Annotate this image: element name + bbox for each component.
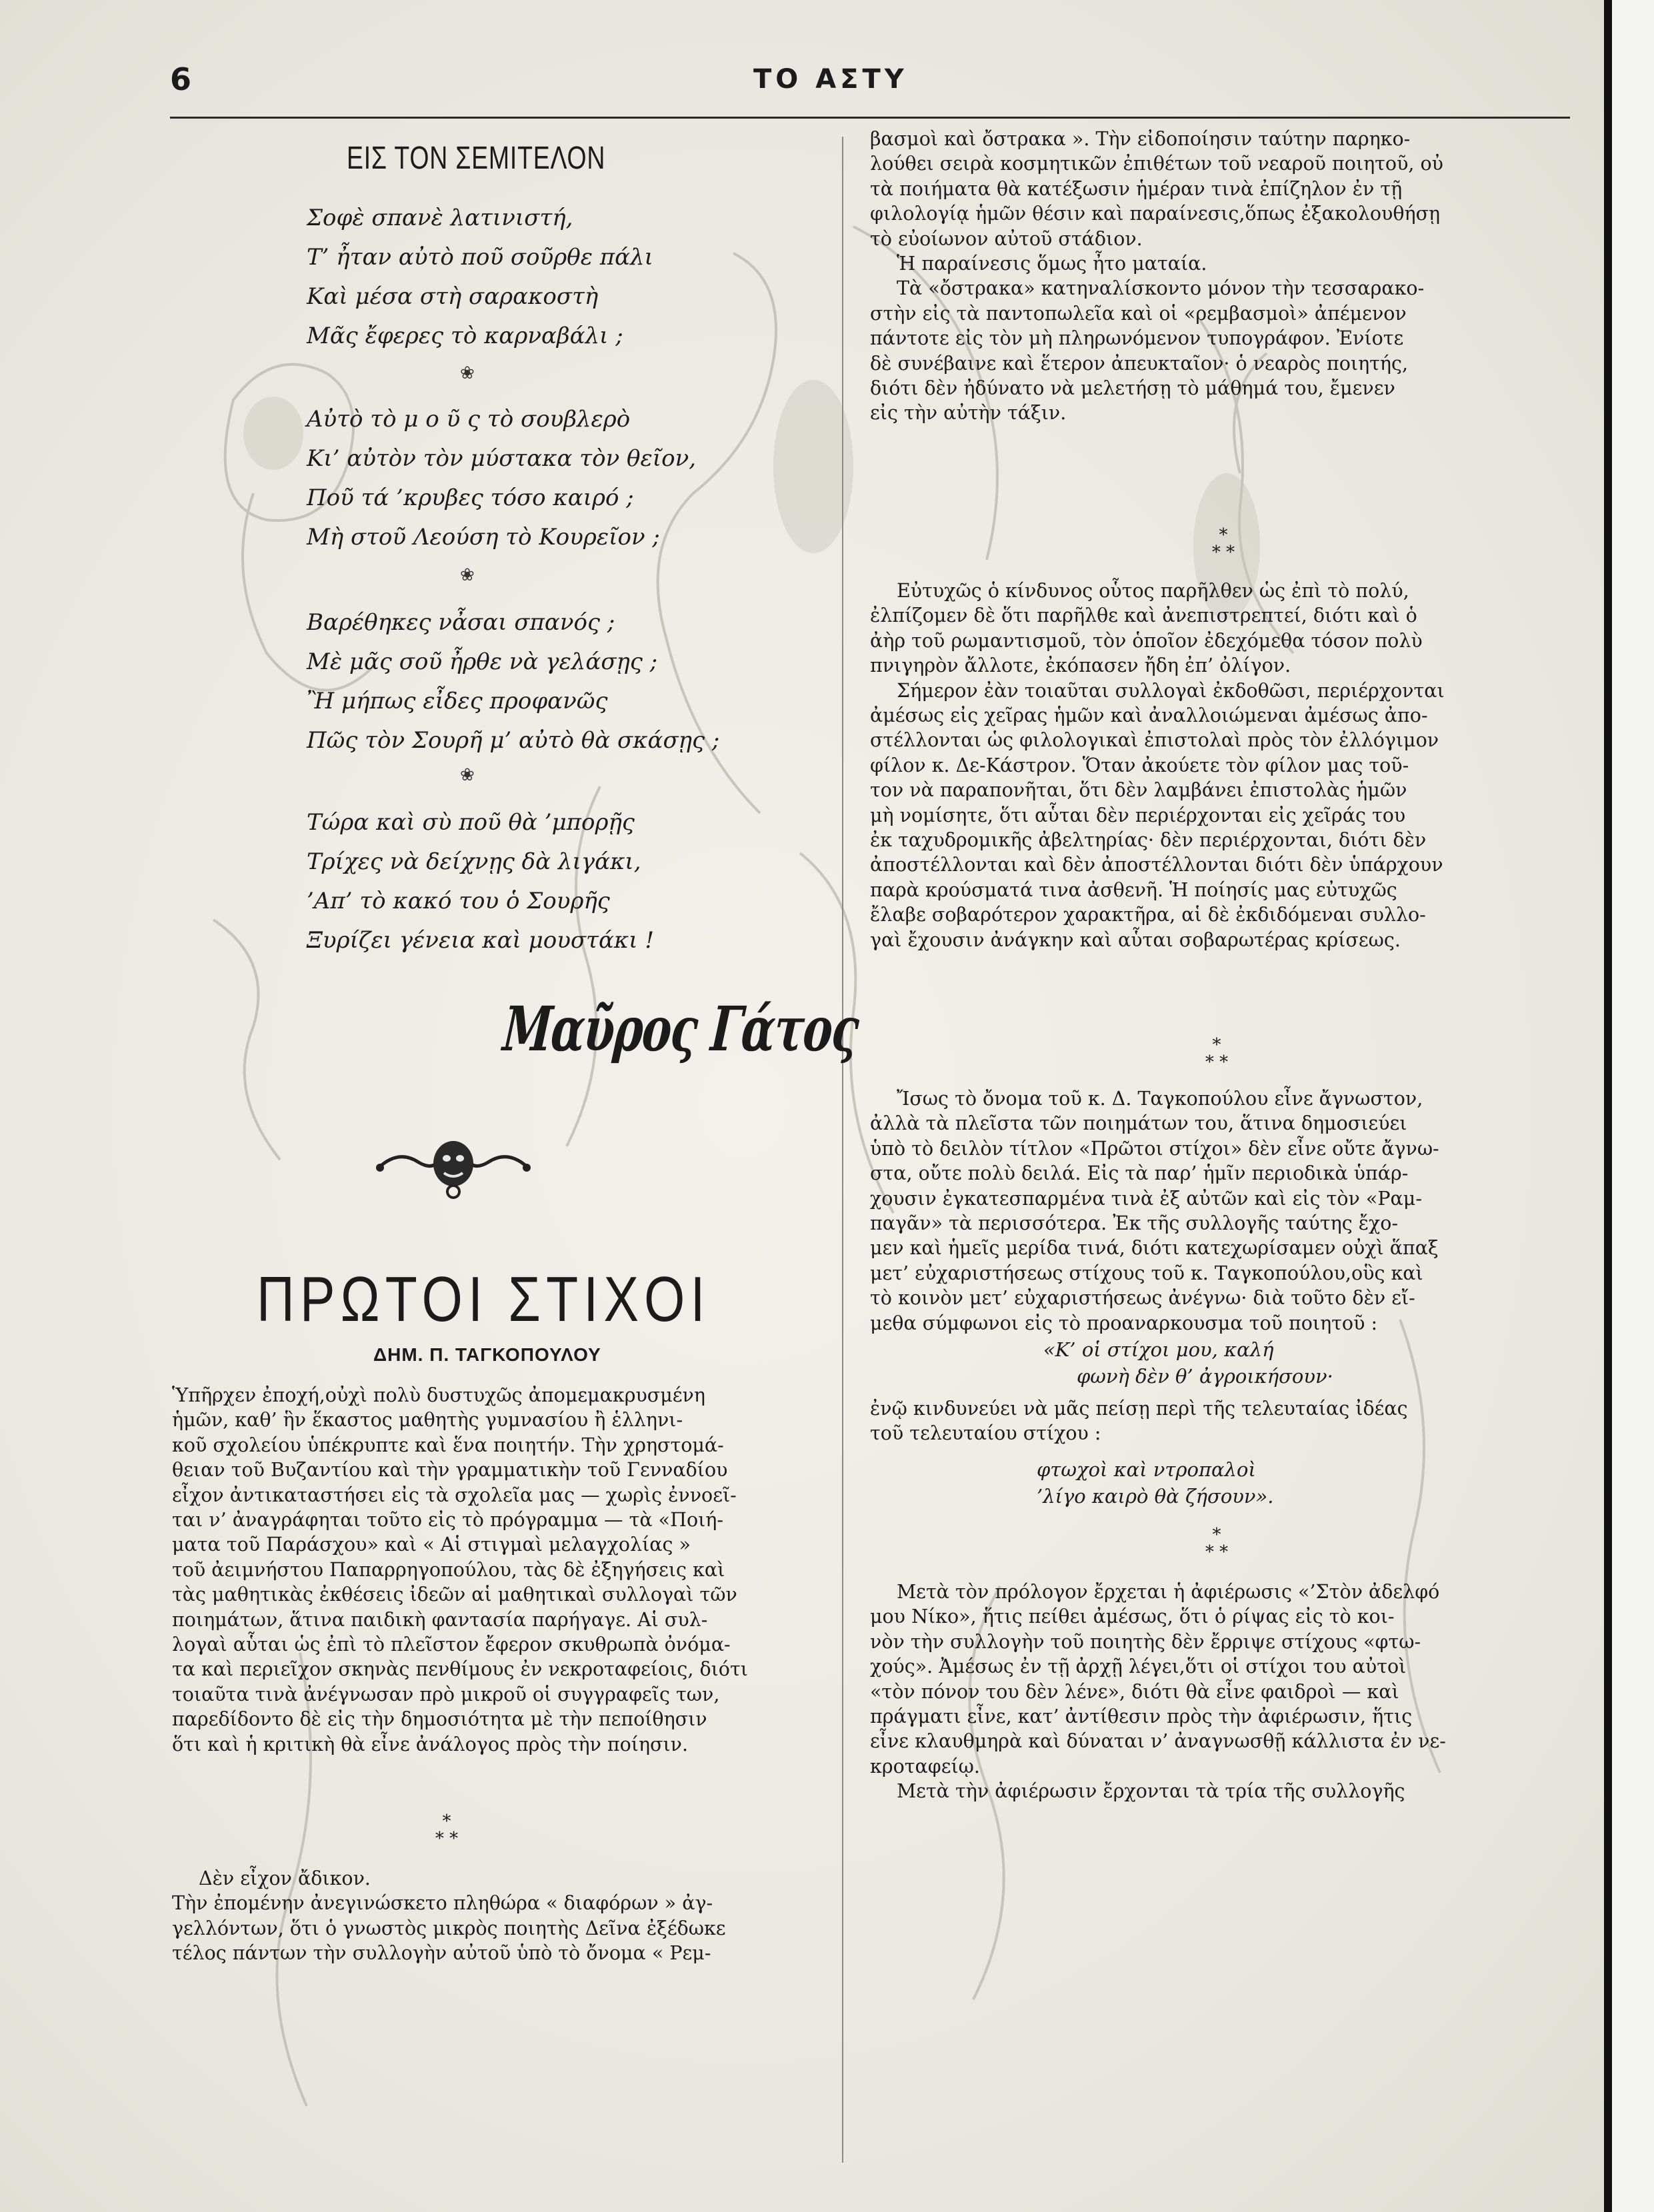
- text-line: ἐκ ταχυδρομικῆς ἀβελτηρίας· δὲν περιέρχονται, διότι δὲν: [870, 829, 1427, 852]
- text-line: Τὴν ἐπομένην ἀνεγινώσκετο πληθώρα « διαφόρων » ἀγ-: [172, 1892, 713, 1915]
- verse-quote-2: [1037, 1456, 1274, 1510]
- text-line: «τὸν πόνον του δὲν λένε», διότι θὰ εἶνε φαιδροὶ — καὶ: [870, 1680, 1399, 1703]
- page-number: 6: [170, 61, 192, 97]
- stanza-ornament: ❀: [460, 565, 475, 585]
- text-line: χούς». Ἀμέσως ἐν τῇ ἀρχῇ λέγει,ὅτι οἱ στίχοι του αὐτοὶ: [870, 1656, 1407, 1678]
- text-line: δὲ συνέβαινε καὶ ἕτερον ἀπευκταῖον· ὁ νεαρὸς ποιητής,: [870, 352, 1409, 375]
- poem-line: Τρίχες νὰ δείχνῃς δὰ λιγάκι,: [307, 848, 641, 875]
- text-line: Μετὰ τὴν ἀφιέρωσιν ἔρχονται τὰ τρία τῆς συλλογῆς: [897, 1780, 1405, 1803]
- text-line: ἐλπίζομεν δὲ ὅτι παρῆλθε καὶ ἀνεπιστρεπτεί, διότι καὶ ὁ: [870, 604, 1417, 627]
- text-line: λούθει σειρὰ κοσμητικῶν ἐπιθέτων τοῦ νεαροῦ ποιητοῦ, οὐ: [870, 153, 1444, 175]
- quote-line: φωνὴ δὲν θ’ ἀγροικήσουν·: [1077, 1365, 1333, 1388]
- text-line: νὸν τὴν συλλογὴν τοῦ ποιητὴς δὲν ἔρριψε στίχους «φτω-: [870, 1630, 1421, 1653]
- poem-stanza-4: [307, 803, 654, 960]
- text-line: μὴ νομίσητε, ὅτι αὗται δὲν περιέρχονται εἰς χεῖράς του: [870, 804, 1406, 826]
- text-line: τὸ κοινὸν μετ’ εὐχαριστήσεως ἀνέγνω· διὰ τοῦτο δὲν εἴ-: [870, 1287, 1415, 1310]
- poem-line: Μὲ μᾶς σοῦ ἦρθε νὰ γελάσῃς ;: [307, 648, 658, 675]
- quote-line: ’λίγο καιρὸ θὰ ζήσουν».: [1037, 1485, 1274, 1508]
- text-line: πάντοτε εἰς τὸν μὴ πληρωνόμενον τυπογράφον. Ἐνίοτε: [870, 327, 1404, 350]
- adjacent-page-edge: [1604, 0, 1654, 2212]
- text-line: χουσιν ἐγκατεσπαρμένα τινὰ ἐξ αὐτῶν καὶ εἰς τὸν «Ραμ-: [870, 1187, 1422, 1210]
- running-header: [0, 61, 1600, 95]
- newspaper-name: ΤΟ ΑΣΤΥ: [753, 64, 908, 95]
- section-asterisks: * * *: [1205, 1525, 1229, 1562]
- text-line: φιλολογίᾳ ἡμῶν θέσιν καὶ παραίνεσις,ὅπως ἐξακολουθήσῃ: [870, 203, 1441, 225]
- text-line: ἔλαβε σοβαρότερον χαρακτῆρα, αἱ δὲ ἐκδιδόμεναι συλλο-: [870, 904, 1426, 926]
- text-line: στὴν εἰς τὰ παντοπωλεῖα καὶ οἱ «ρεμβασμοὶ» ἀπέμενον: [870, 302, 1407, 325]
- text-line: Ἡ παραίνεσις ὅμως ἦτο ματαία.: [897, 253, 1207, 275]
- poem-line: Ξυρίζει γένεια καὶ μουστάκι !: [307, 927, 655, 954]
- text-line: διότι δὲν ἠδύνατο νὰ μελετήσῃ τὸ μάθημά του, ἔμενεν: [870, 377, 1395, 400]
- text-line: Τὰ «ὄστρακα» κατηναλίσκοντο μόνον τὴν τεσσαρακο-: [897, 277, 1425, 300]
- text-line: Ἴσως τὸ ὄνομα τοῦ κ. Δ. Ταγκοπούλου εἶνε ἄγνωστον,: [897, 1088, 1423, 1110]
- text-line: ἀλλὰ τὰ πλεῖστα τῶν ποιημάτων του, ἅτινα δημοσιεύει: [870, 1112, 1407, 1135]
- left-paragraph-1: [172, 1383, 748, 1757]
- text-line: εἰς τὴν αὐτὴν τάξιν.: [870, 402, 1067, 425]
- bridge-text: [870, 1396, 1408, 1446]
- text-line: εἶχον ἀντικαταστήσει εἰς τὰ σχολεῖα μας — χωρὶς ἐννοεῖ-: [172, 1484, 737, 1506]
- text-line: τοιαῦτα τινὰ ἀνέγνωσαν πρὸ μικροῦ οἱ συγγραφεῖς των,: [172, 1683, 720, 1705]
- text-line: ὑπὸ τὸ δειλὸν τίτλον «Πρῶτοι στίχοι» δὲν εἶνε οὔτε ἄγνω-: [870, 1137, 1439, 1160]
- text-line: ται ν’ ἀναγράφηται τοῦτο εἰς τὸ πρόγραμμα — τὰ «Ποιή-: [172, 1509, 723, 1532]
- section-asterisks: * * *: [435, 1811, 459, 1849]
- text-line: τὰ ποιήματα θὰ κατέξωσιν ἡμέραν τινὰ ἐπίζηλον ἐν τῇ: [870, 177, 1403, 200]
- text-line: Δὲν εἶχον ἄδικον.: [199, 1867, 371, 1889]
- stanza-ornament: ❀: [460, 363, 475, 383]
- text-line: μετ’ εὐχαριστήσεως στίχους τοῦ κ. Ταγκοπούλου,οὓς καὶ: [870, 1262, 1423, 1284]
- poem-line: Κι’ αὐτὸν τὸν μύστακα τὸν θεῖον,: [307, 445, 697, 472]
- text-line: τον νὰ παραπονῆται, ὅτι δὲν λαμβάνει ἐπιστολὰς ἡμῶν: [870, 779, 1407, 802]
- poem-title: ΕΙΣ ΤΟΝ ΣΕΜΙΤΕΛΟΝ: [347, 141, 606, 176]
- poem-line: Πῶς τὸν Σουρῆ μ’ αὐτὸ θὰ σκάσῃς ;: [307, 727, 720, 754]
- stanza-ornament: ❀: [460, 765, 475, 785]
- text-line: στα, οὔτε πολὺ δειλά. Εἰς τὰ παρ’ ἡμῖν περιοδικὰ ὑπάρ-: [870, 1162, 1409, 1185]
- text-line: Εὐτυχῶς ὁ κίνδυνος οὗτος παρῆλθεν ὡς ἐπὶ τὸ πολύ,: [897, 580, 1409, 602]
- text-line: φίλον κ. Δε-Κάστρον. Ὅταν ἀκούετε τὸν φίλον μας τοῦ-: [870, 754, 1409, 776]
- poem-line: Σοφὲ σπανὲ λατινιστή,: [307, 205, 573, 231]
- text-line: ἀμέσως εἰς χεῖρας ἡμῶν καὶ ἀναλλοιώμεναι ἀμέσως ἀπο-: [870, 704, 1428, 727]
- header-rule: [170, 117, 1570, 119]
- right-paragraph-3: [870, 1086, 1439, 1336]
- text-line: Μετὰ τὸν πρόλογον ἔρχεται ἡ ἀφιέρωσις «’Στὸν ἀδελφό: [897, 1581, 1440, 1603]
- text-line: ὅτι καὶ ἡ κριτικὴ θὰ εἶνε ἀνάλογος πρὸς τὴν ποίησιν.: [172, 1733, 689, 1755]
- column-divider: [842, 137, 843, 2163]
- text-line: ποιημάτων, ἅτινα παιδικὴ φαντασία παρήγαγε. Αἱ συλ-: [172, 1608, 708, 1631]
- text-line: τοῦ ἀειμνήστου Παπαρρηγοπούλου, τὰς δὲ ἐξηγήσεις καὶ: [172, 1558, 725, 1581]
- verse-quote-1: [1043, 1336, 1333, 1390]
- mask-ornament-icon: [373, 1133, 533, 1200]
- text-line: μου Νίκο», ἥτις πείθει ἀμέσως, ὅτι ὁ ρίψας εἰς τὸ κοι-: [870, 1606, 1395, 1628]
- poem-stanza-1: [307, 199, 653, 356]
- poem-line: Μὴ στοῦ Λεούση τὸ Κουρεῖον ;: [307, 524, 660, 551]
- text-line: παγᾶν» τὰ περισσότερα. Ἐκ τῆς συλλογῆς ταύτης ἔχο-: [870, 1212, 1399, 1235]
- text-line: γελλόντων, ὅτι ὁ γνωστὸς μικρὸς ποιητὴς Δεῖνα ἐξέδωκε: [172, 1917, 726, 1939]
- text-line: παρὰ κρούσματά τινα ἀσθενῆ. Ἡ ποίησίς μας εὐτυχῶς: [870, 878, 1397, 901]
- poem-line: Τώρα καὶ σὺ ποῦ θὰ ’μπορῇς: [307, 809, 635, 836]
- text-line: στέλλονται ὡς φιλολογικαὶ ἐπιστολαὶ πρὸς τὸν ἐλλόγιμον: [870, 729, 1439, 752]
- text-line: τὰς μαθητικὰς ἐκθέσεις ἰδεῶν αἱ μαθητικαὶ συλλογαὶ τῶν: [172, 1584, 737, 1606]
- poem-line: Καὶ μέσα στὴ σαρακοστὴ: [307, 283, 599, 310]
- poem-line: Αὐτὸ τὸ μ ο ῦ ς τὸ σουβλερὸ: [307, 406, 631, 433]
- text-line: κοῦ σχολείου ὑπέκρυπτε καὶ ἕνα ποιητήν. Τὴν χρηστομά-: [172, 1434, 724, 1456]
- text-line: Ὑπῆρχεν ἐποχή,οὐχὶ πολὺ δυστυχῶς ἀπομεμακρυσμένη: [172, 1384, 705, 1406]
- article-byline: ΔΗΜ. Π. ΤΑΓΚΟΠΟΥΛΟΥ: [373, 1344, 601, 1365]
- text-line: τα καὶ περιεῖχον σκηνὰς πενθίμους ἐν νεκροταφείοις, διότι: [172, 1658, 748, 1681]
- poem-stanza-3: [307, 603, 719, 760]
- text-line: ἀποστέλλονται καὶ δὲν ἀποστέλλονται διότι δὲν ὑπάρχουν: [870, 854, 1443, 876]
- text-line: Σήμερον ἐὰν τοιαῦται συλλογαὶ ἐκδοθῶσι, περιέρχονται: [897, 679, 1445, 702]
- poem-signature: Μαῦρος Γάτος: [500, 993, 861, 1065]
- poem-line: Ποῦ τά ’κρυβες τόσο καιρό ;: [307, 485, 634, 511]
- section-asterisks: * * *: [1211, 525, 1235, 562]
- text-line: παρεδίδοντο δὲ εἰς τὴν δημοσιότητα μὲ τὴν πεποίθησιν: [172, 1708, 707, 1731]
- poem-line: ’Απ’ τὸ κακό του ὁ Σουρῆς: [307, 888, 610, 914]
- text-line: τοῦ τελευταίου στίχου :: [870, 1422, 1101, 1445]
- text-line: μεθα σύμφωνοι εἰς τὸ προαναρκουσμα τοῦ ποιητοῦ :: [870, 1312, 1378, 1334]
- text-line: μεν καὶ ἡμεῖς μερίδα τινά, διότι κατεχωρίσαμεν οὐχὶ ἅπαξ: [870, 1237, 1439, 1260]
- section-asterisks: * * *: [1205, 1035, 1229, 1072]
- text-line: γαὶ ἔχουσιν ἀνάγκην καὶ αὗται σοβαρωτέρας κρίσεως.: [870, 928, 1401, 951]
- article-title: ΠΡΩΤΟΙ ΣΤΙΧΟΙ: [257, 1264, 711, 1335]
- right-paragraph-1: [870, 127, 1443, 426]
- poem-line: Βαρέθηκες νἆσαι σπανός ;: [307, 609, 615, 636]
- text-line: πράγματι εἶνε, κατ’ ἀντίθεσιν πρὸς τὴν ἀφιέρωσιν, ἥτις: [870, 1705, 1413, 1728]
- text-line: ἐνῷ κινδυνεύει νὰ μᾶς πείσῃ περὶ τῆς τελευταίας ἰδέας: [870, 1398, 1408, 1420]
- text-line: τὸ εὐοίωνον αὐτοῦ στάδιον.: [870, 227, 1143, 250]
- text-line: θειαν τοῦ Βυζαντίου καὶ τὴν γραμματικὴν τοῦ Γενναδίου: [172, 1459, 728, 1482]
- right-paragraph-4: [870, 1580, 1446, 1804]
- text-line: ἡμῶν, καθ’ ἣν ἕκαστος μαθητὴς γυμνασίου ἢ ἑλληνι-: [172, 1409, 683, 1432]
- left-paragraph-2: [172, 1866, 726, 1966]
- text-line: κροταφείῳ.: [870, 1755, 980, 1777]
- poem-line: Μᾶς ἔφερες τὸ καρναβάλι ;: [307, 323, 623, 349]
- quote-line: φτωχοὶ καὶ ντροπαλοὶ: [1037, 1458, 1256, 1481]
- text-line: τέλος πάντων τὴν συλλογὴν αὐτοῦ ὑπὸ τὸ ὄνομα « Ρεμ-: [172, 1942, 711, 1965]
- poem-stanza-2: [307, 400, 696, 557]
- poem-line: Τ’ ἦταν αὐτὸ ποῦ σοῦρθε πάλι: [307, 244, 653, 271]
- text-line: ἀὴρ τοῦ ρωμαντισμοῦ, τὸν ὁποῖον ἐδεχόμεθα τόσον πολὺ: [870, 629, 1423, 652]
- text-line: λογαὶ αὗται ὡς ἐπὶ τὸ πλεῖστον ἔφερον σκυθρωπὰ ὀνόμα-: [172, 1634, 731, 1656]
- text-line: πνιγηρὸν ἄλλοτε, ἐκόπασεν ἤδη ἐπ’ ὀλίγον.: [870, 654, 1291, 677]
- quote-line: «Κ’ οἱ στίχοι μου, καλή: [1043, 1338, 1274, 1361]
- right-paragraph-2: [870, 578, 1445, 952]
- text-line: εἶνε κλαυθμηρὰ καὶ δύναται ν’ ἀναγνωσθῇ κάλλιστα ἐν νε-: [870, 1730, 1446, 1753]
- poem-line: Ἢ μήπως εἶδες προφανῶς: [307, 688, 608, 714]
- text-line: βασμοὶ καὶ ὄστρακα ». Τὴν εἰδοποίησιν ταύτην παρηκο-: [870, 128, 1411, 150]
- text-line: ματα τοῦ Παράσχου» καὶ « Αἱ στιγμαὶ μελαγχολίας »: [172, 1534, 691, 1556]
